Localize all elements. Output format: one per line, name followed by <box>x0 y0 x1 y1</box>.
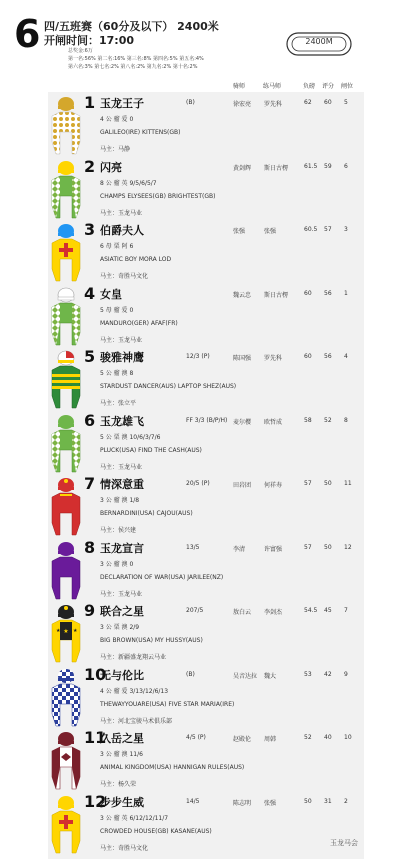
owner: 马主：玉龙马业 <box>100 591 143 598</box>
horse-details: 4 公 骝 爱 0 <box>100 116 134 123</box>
owner: 马主：奇胜马文化 <box>100 273 149 280</box>
horse-details: 3 公 栗 澳 2/9 <box>100 624 140 631</box>
sire-dam: DECLARATION OF WAR(USA) JARILEE(NZ) <box>100 574 224 581</box>
jockey-name: 赵殿伦 <box>233 736 252 743</box>
gear-form: (B) <box>186 671 195 678</box>
trainer-name: 斯日古楞 <box>264 292 289 299</box>
runner-number: 11 <box>84 728 107 747</box>
runner-row[interactable] <box>48 410 364 478</box>
weight: 60 <box>304 353 312 360</box>
runner-row[interactable] <box>48 346 364 414</box>
svg-text:★: ★ <box>56 628 61 634</box>
prize-split-line-1: 第一名:56% 第二名:16% 第三名:8% 第四名:5% 第五名:4% <box>68 56 204 62</box>
horse-name: 骏雅神鹰 <box>100 351 144 364</box>
horse-name: 玉龙王子 <box>100 97 144 110</box>
trainer-name: 欧哲成 <box>264 419 283 426</box>
runner-row[interactable] <box>48 92 364 160</box>
jockey-silk-icon <box>46 346 86 414</box>
col-head-weight: 负磅 <box>303 83 316 90</box>
rating: 60 <box>324 99 332 106</box>
sire-dam: STARDUST DANCER(AUS) LAPTOP SHEZ(AUS) <box>100 383 237 390</box>
gear-form: (B) <box>186 99 195 106</box>
gear-form: 207/5 <box>186 607 204 614</box>
trainer-name: 李剑杰 <box>264 609 283 616</box>
rating: 50 <box>324 480 332 487</box>
rating: 57 <box>324 226 332 233</box>
gear-form: 20/5 (P) <box>186 480 210 487</box>
draw: 5 <box>344 99 348 106</box>
sire-dam: CHAMPS ELYSEES(GB) BRIGHTEST(GB) <box>100 193 216 200</box>
owner: 马主：玉龙马业 <box>100 464 143 471</box>
gear-form: 14/5 <box>186 798 200 805</box>
col-head-rating: 评分 <box>322 83 335 90</box>
jockey-name: 张强 <box>233 228 246 235</box>
track-distance-label: 2400M <box>305 37 333 46</box>
runner-row[interactable] <box>48 600 364 668</box>
jockey-name: 李清 <box>233 546 246 553</box>
weight: 50 <box>304 798 312 805</box>
runner-number: 5 <box>84 347 96 366</box>
trainer-name: 魏大 <box>264 673 277 680</box>
trainer-name: 张强 <box>264 800 277 807</box>
jockey-silk-icon <box>46 537 86 605</box>
draw: 3 <box>344 226 348 233</box>
rating: 45 <box>324 607 332 614</box>
runner-number: 7 <box>84 474 96 493</box>
runner-row[interactable] <box>48 283 364 351</box>
runner-row[interactable] <box>48 791 364 859</box>
runner-number: 4 <box>84 284 96 303</box>
jockey-silk-icon <box>46 600 86 668</box>
weight: 60 <box>304 290 312 297</box>
runner-number: 6 <box>84 411 96 430</box>
race-prize: 总奖金:6万 <box>68 48 93 54</box>
sire-dam: MANDURO(GER) AFAF(FR) <box>100 320 178 327</box>
horse-details: 3 公 骝 澳 0 <box>100 561 134 568</box>
owner: 马主：新疆盛龙翔云马业 <box>100 654 167 661</box>
col-head-draw: 闸位 <box>341 83 354 90</box>
horse-name: 情深意重 <box>100 478 144 491</box>
jockey-name: 黄剑辉 <box>233 165 252 172</box>
race-title: 四/五班赛（60分及以下） 2400米 <box>44 20 219 33</box>
horse-name: 闪亮 <box>100 161 122 174</box>
jockey-name: 徐宏亮 <box>233 101 252 108</box>
rating: 40 <box>324 734 332 741</box>
rating: 42 <box>324 671 332 678</box>
gear-form: 13/5 <box>186 544 200 551</box>
jockey-name: 麦尔樱 <box>233 419 252 426</box>
horse-details: 3 公 骝 澳 1/8 <box>100 497 140 504</box>
horse-details: 5 公 栗 澳 10/6/3/7/6 <box>100 434 161 441</box>
jockey-silk-icon <box>46 664 86 732</box>
jockey-silk-icon <box>46 473 86 541</box>
horse-name: 久岳之星 <box>100 732 144 745</box>
runner-row[interactable] <box>48 473 364 541</box>
runner-row[interactable] <box>48 727 364 795</box>
weight: 61.5 <box>304 163 318 170</box>
draw: 4 <box>344 353 348 360</box>
sire-dam: BERNARDINI(USA) CAJOU(AUS) <box>100 510 193 517</box>
draw: 11 <box>344 480 352 487</box>
horse-name: 伯爵夫人 <box>100 224 144 237</box>
weight: 57 <box>304 544 312 551</box>
owner: 马主：马静 <box>100 146 131 153</box>
race-header <box>0 0 400 78</box>
draw: 8 <box>344 417 348 424</box>
draw: 2 <box>344 798 348 805</box>
draw: 9 <box>344 671 348 678</box>
jockey-silk-icon <box>46 219 86 287</box>
runner-number: 8 <box>84 538 96 557</box>
horse-name: 联合之星 <box>100 605 144 618</box>
owner: 马主：杨久荣 <box>100 781 137 788</box>
owner: 马主：玉龙马业 <box>100 210 143 217</box>
horse-details: 4 公 骝 爱 3/13/12/6/13 <box>100 688 169 695</box>
horse-name: 女皇 <box>100 288 122 301</box>
col-head-trainer: 练马师 <box>263 83 282 90</box>
jockey-name: 吴音达拉 <box>233 673 258 680</box>
trainer-name: 张强 <box>264 228 277 235</box>
rating: 50 <box>324 544 332 551</box>
rating: 59 <box>324 163 332 170</box>
gear-form: 12/3 (P) <box>186 353 210 360</box>
trainer-name: 何祥寿 <box>264 482 283 489</box>
gear-form: 4/5 (P) <box>186 734 206 741</box>
horse-details: 3 公 骝 英 6/12/12/11/7 <box>100 815 169 822</box>
horse-name: 步步生威 <box>100 796 144 809</box>
owner: 马主：河北宝骏马术俱乐部 <box>100 718 173 725</box>
weight: 52 <box>304 734 312 741</box>
sire-dam: ASIATIC BOY MORA LOD <box>100 256 172 263</box>
jockey-name: 陈志明 <box>233 800 252 807</box>
horse-details: 8 公 骝 英 9/5/6/5/7 <box>100 180 157 187</box>
owner: 马主：奇胜马文化 <box>100 845 149 852</box>
runner-number: 9 <box>84 601 96 620</box>
sire-dam: BIG BROWN(USA) MY HUSSY(AUS) <box>100 637 203 644</box>
jockey-silk-icon <box>46 156 86 224</box>
trainer-name: 周韩 <box>264 736 277 743</box>
sire-dam: ANIMAL KINGDOM(USA) HANNIGAN RULES(AUS) <box>100 764 245 771</box>
sire-dam: GALILEO(IRE) KITTENS(GB) <box>100 129 181 136</box>
jockey-name: 陈国强 <box>233 355 252 362</box>
weight: 60.5 <box>304 226 318 233</box>
prize-split-line-2: 第六名:3% 第七名:2% 第八名:2% 第九名:2% 第十名:2% <box>68 64 198 70</box>
gear-form: FF 3/3 (B/P/H) <box>186 417 228 424</box>
race-start-time: 开闸时间：17:00 <box>44 34 135 47</box>
owner: 马主：侯兴建 <box>100 527 137 534</box>
svg-text:★: ★ <box>63 628 69 635</box>
race-number: 6 <box>14 12 41 56</box>
weight: 54.5 <box>304 607 318 614</box>
draw: 1 <box>344 290 348 297</box>
svg-text:★: ★ <box>73 628 78 634</box>
jockey-name: 魏云忠 <box>233 292 252 299</box>
draw: 7 <box>344 607 348 614</box>
horse-name: 玉龙宣言 <box>100 542 144 555</box>
sire-dam: CROWDED HOUSE(GB) KASANE(AUS) <box>100 828 212 835</box>
horse-name: 无与伦比 <box>100 669 144 682</box>
rating: 56 <box>324 353 332 360</box>
draw: 10 <box>344 734 352 741</box>
draw: 12 <box>344 544 352 551</box>
weight: 58 <box>304 417 312 424</box>
horse-name: 玉龙雄飞 <box>100 415 144 428</box>
horse-details: 5 公 骝 澳 8 <box>100 370 134 377</box>
owner: 马主：张立平 <box>100 400 137 407</box>
trainer-name: 罗先科 <box>264 355 283 362</box>
owner: 马主：玉龙马业 <box>100 337 143 344</box>
jockey-silk-icon <box>46 92 86 160</box>
jockey-silk-icon <box>46 410 86 478</box>
runner-row[interactable] <box>48 219 364 287</box>
jockey-name: 敖白云 <box>233 609 252 616</box>
jockey-silk-icon <box>46 727 86 795</box>
runner-number: 1 <box>84 93 96 112</box>
runner-number: 3 <box>84 220 96 239</box>
rating: 56 <box>324 290 332 297</box>
rating: 52 <box>324 417 332 424</box>
runner-number: 2 <box>84 157 96 176</box>
horse-details: 6 母 栗 阿 6 <box>100 243 134 250</box>
weight: 53 <box>304 671 312 678</box>
runner-number: 10 <box>84 665 107 684</box>
trainer-name: 许富强 <box>264 546 283 553</box>
draw: 6 <box>344 163 348 170</box>
jockey-silk-icon <box>46 791 86 859</box>
trainer-name: 罗先科 <box>264 101 283 108</box>
weight: 57 <box>304 480 312 487</box>
horse-details: 3 公 骝 澳 11/6 <box>100 751 143 758</box>
footer-brand: 玉龙马会 <box>330 839 358 847</box>
sire-dam: THEWAYYOUARE(USA) FIVE STAR MARIA(IRE) <box>100 701 235 708</box>
runner-row[interactable] <box>48 156 364 224</box>
weight: 62 <box>304 99 312 106</box>
runner-number: 12 <box>84 792 107 811</box>
rating: 31 <box>324 798 332 805</box>
sire-dam: PLUCK(USA) FIND THE CASH(AUS) <box>100 447 202 454</box>
horse-details: 5 母 骝 爱 0 <box>100 307 134 314</box>
runner-row[interactable] <box>48 537 364 605</box>
jockey-name: 田岩团 <box>233 482 252 489</box>
col-head-jockey: 骑师 <box>233 83 246 90</box>
trainer-name: 斯日古楞 <box>264 165 289 172</box>
jockey-silk-icon <box>46 283 86 351</box>
runner-row[interactable] <box>48 664 364 732</box>
